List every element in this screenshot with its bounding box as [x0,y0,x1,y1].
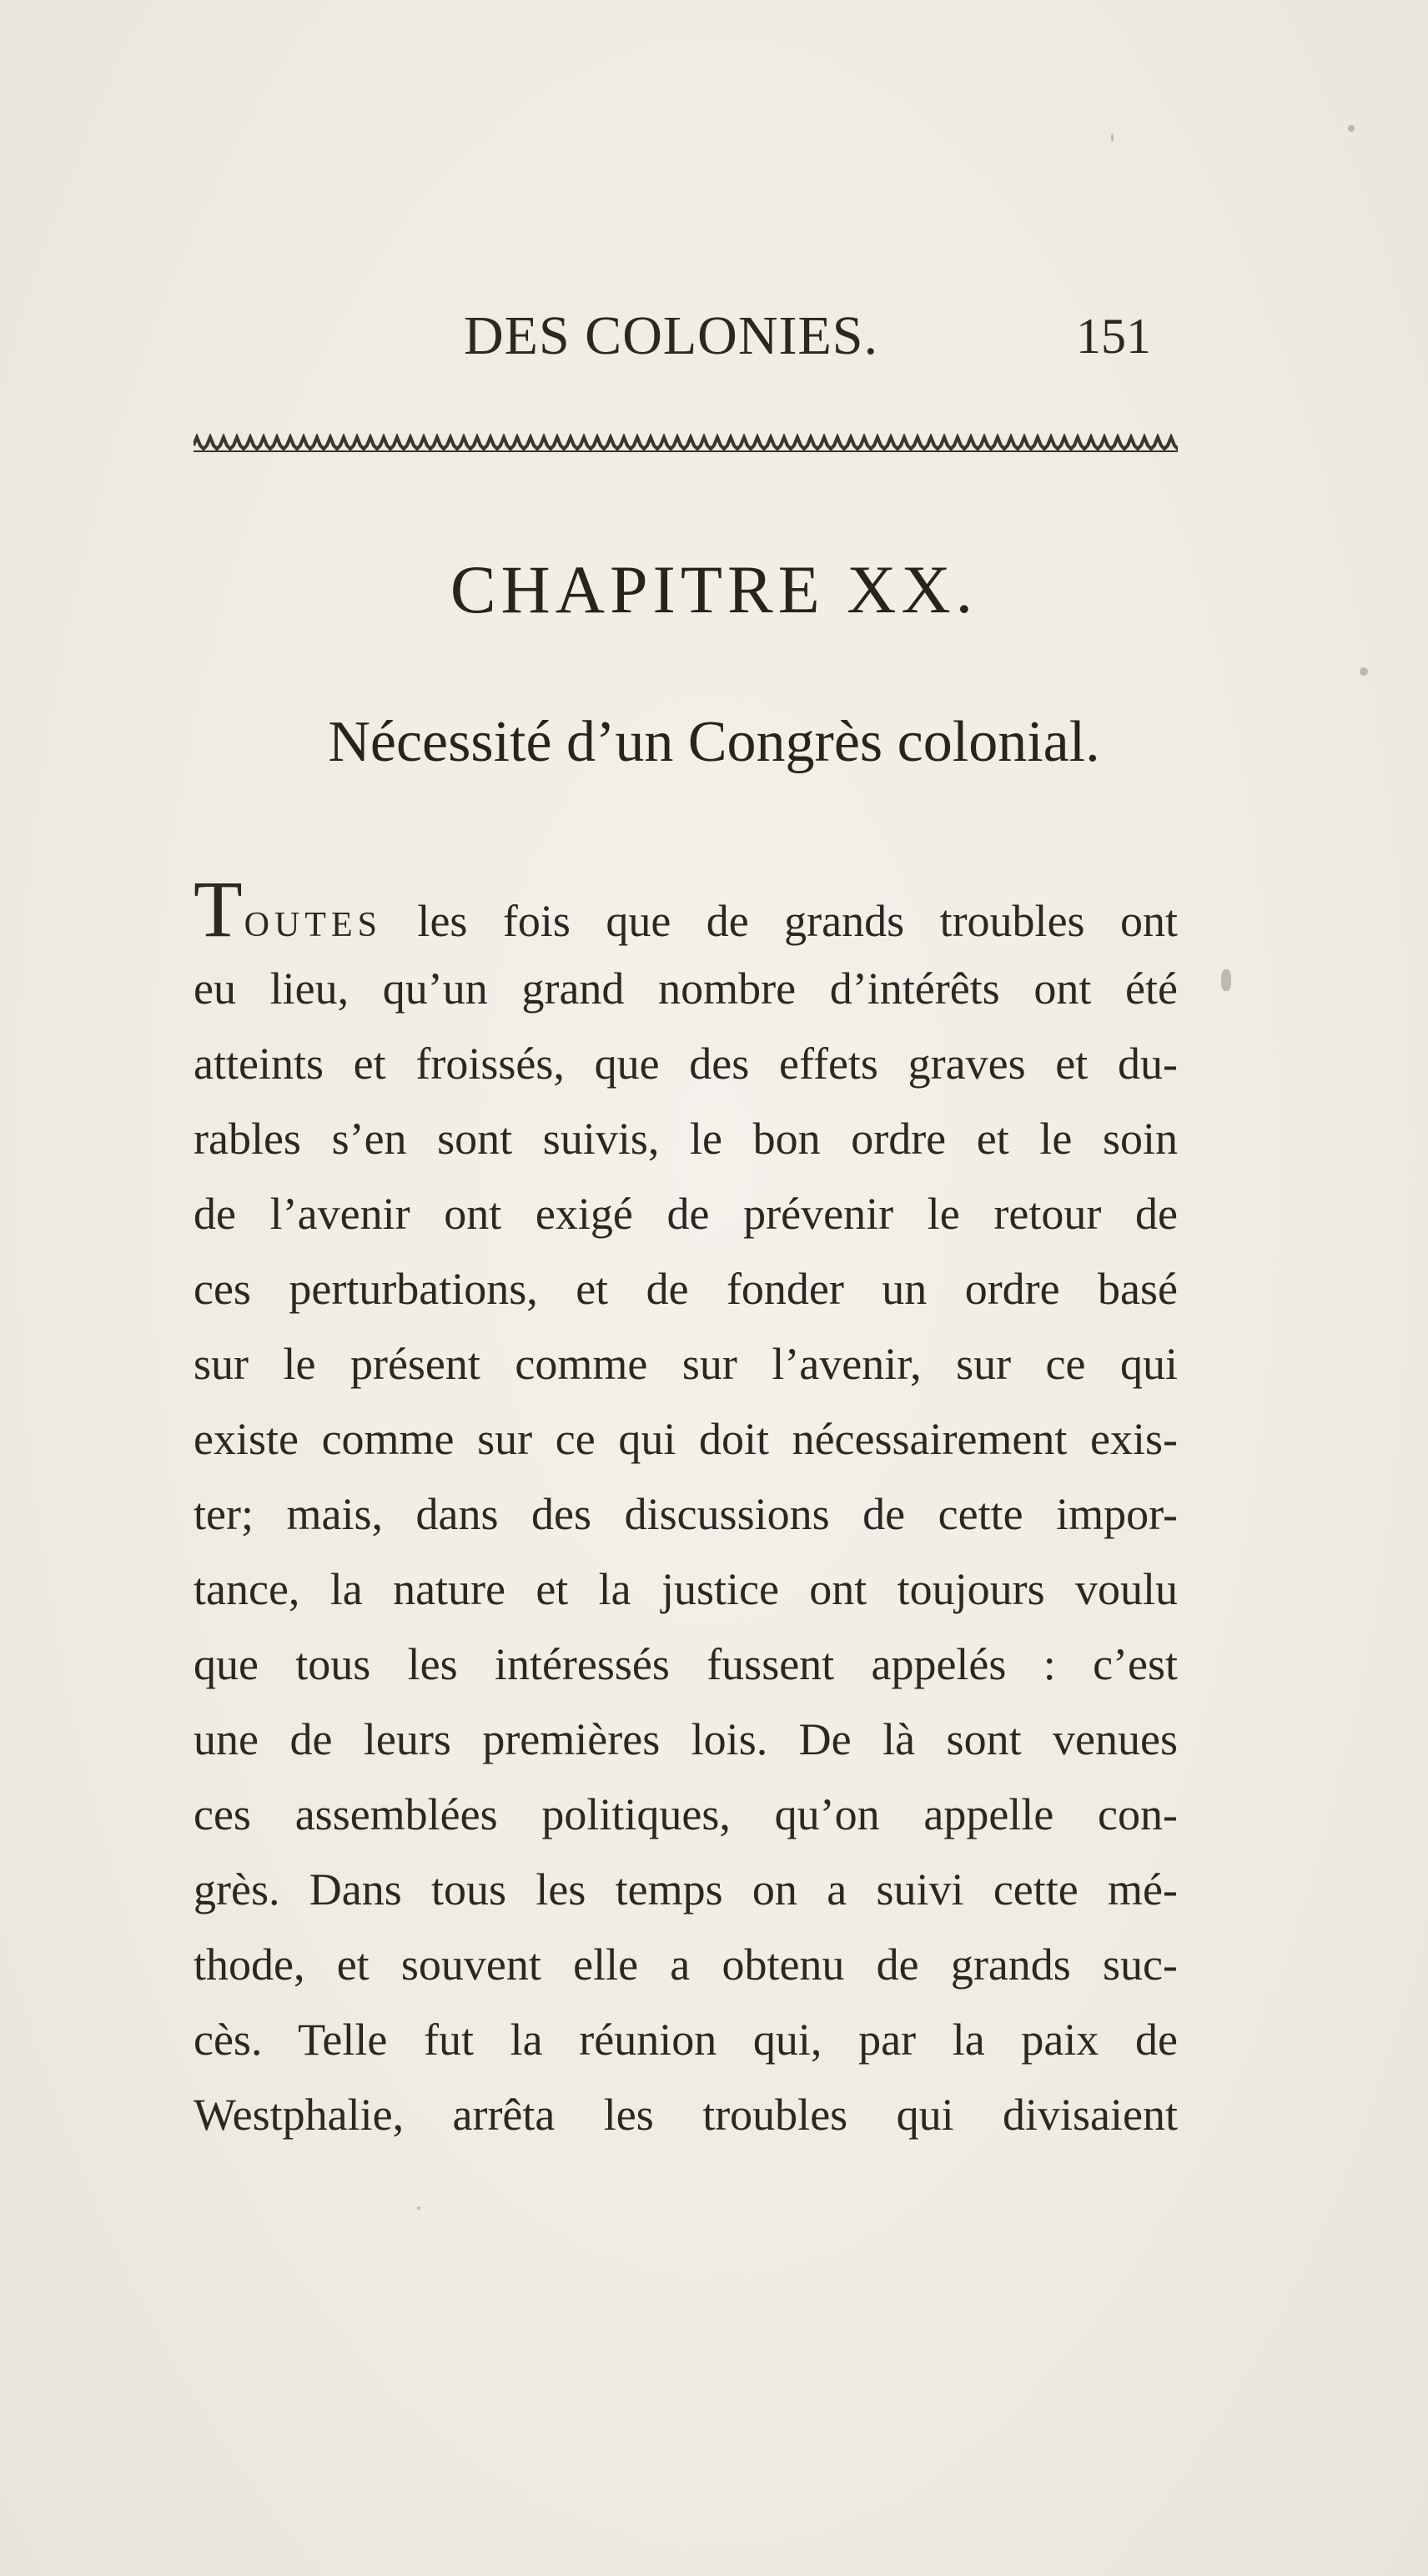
paragraph-line-1 [194,864,1178,953]
paragraph-line: que tous les intéressés fussent appelés : c’est [194,1639,1178,1689]
paper-speck [417,2206,420,2210]
paragraph-line: rables s’en sont suivis, le bon ordre et le soin [194,1114,1178,1164]
paragraph-line: ter; mais, dans des discussions de cette impor- [194,1489,1178,1539]
paragraph-line: ces assemblées politiques, qu’on appelle con- [194,1789,1178,1839]
paragraph-line: sur le présent comme sur l’avenir, sur ce qui [194,1339,1178,1389]
paragraph-line: eu lieu, qu’un grand nombre d’intérêts ont été [194,963,1178,1014]
drop-initial: T [194,864,243,953]
paper-speck [1348,125,1355,132]
paragraph-line: thode, et souvent elle a obtenu de grands suc- [194,1940,1178,1990]
paragraph-line: ces perturbations, et de fonder un ordre basé [194,1264,1178,1314]
page-number: 151 [1076,309,1151,364]
paper-speck [1360,667,1368,676]
paragraph-line: grès. Dans tous les temps on a suivi cette mé- [194,1864,1178,1914]
ornamental-rule [194,434,1178,454]
paper-speck [1111,133,1114,142]
first-word-small-caps: OUTES [244,906,382,944]
paragraph-line: existe comme sur ce qui doit nécessairement exis- [194,1414,1178,1464]
paragraph-line: Westphalie, arrêta les troubles qui divisaient [194,2090,1178,2140]
paragraph-line: tance, la nature et la justice ont toujours voulu [194,1564,1178,1614]
paragraph-line: cès. Telle fut la réunion qui, par la paix de [194,2015,1178,2065]
paragraph-line: de l’avenir ont exigé de prévenir le retour de [194,1189,1178,1239]
chapter-title: Nécessité d’un Congrès colonial. [328,710,1100,774]
body-paragraph [194,864,1178,2152]
paper-speck [1221,969,1231,991]
line-text: les fois que de grands troubles ont [381,896,1178,946]
chapter-heading: CHAPITRE XX. [450,551,978,627]
running-title: DES COLONIES. [464,305,879,366]
paragraph-line: une de leurs premières lois. De là sont venues [194,1714,1178,1764]
running-head [0,304,1428,380]
paragraph-line: atteints et froissés, que des effets graves et du- [194,1039,1178,1089]
